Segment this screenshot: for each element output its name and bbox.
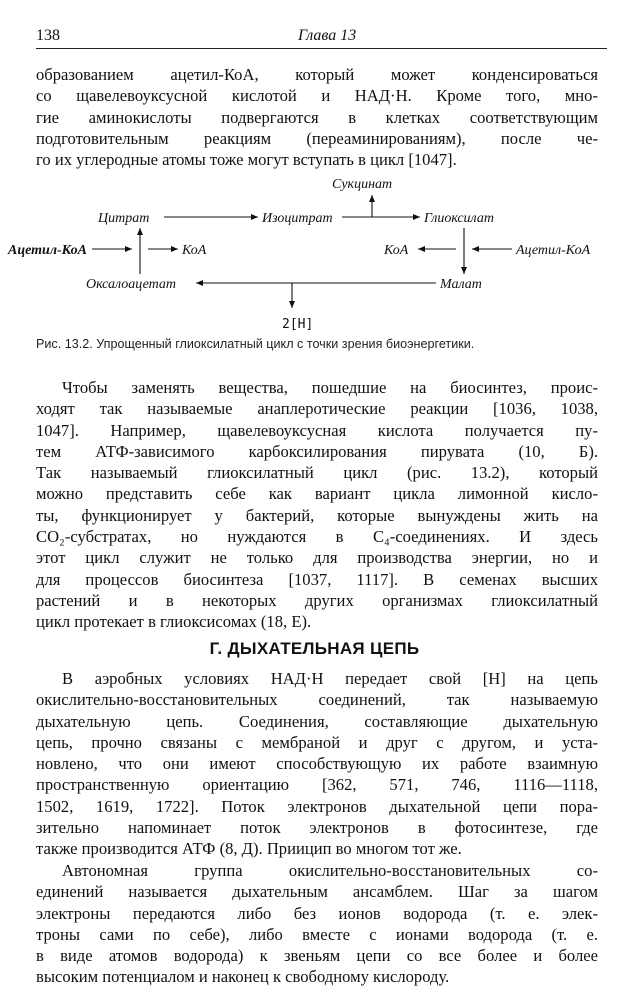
- text-line: со щавелевоуксусной кислотой и НАД·Н. Кроме того, мно-: [36, 86, 598, 106]
- label-acetyl-coa-right: Ацетил-КоА: [516, 243, 591, 258]
- text-line: единений называется дыхательным ансамблем. Шаг за шагом: [36, 882, 598, 902]
- label-2h: 2[H]: [282, 317, 314, 332]
- text-line: новлено, что они имеют способствующую их работе взаимную: [36, 754, 598, 774]
- text-line: цикл протекает в глиоксисомах (18, Е).: [36, 612, 312, 632]
- text-line: тем АТФ-зависимого карбоксилирования пирувата (10, Б).: [36, 441, 598, 461]
- paragraph-2: [36, 377, 598, 633]
- text-line: 1047]. Например, щавелевоуксусная кислота получается пу-: [36, 420, 598, 440]
- text-line: растений и в некоторых других организмах глиоксилатный: [36, 590, 598, 610]
- paragraph-1: [36, 64, 598, 170]
- glyoxylate-cycle-diagram: [0, 170, 629, 340]
- text-line: ходят так называемые анаплеротические реакции [1036, 1038,: [36, 399, 598, 419]
- paragraph-3: [36, 668, 598, 860]
- label-coa-left: КоА: [182, 243, 207, 258]
- text-line: Так называемый глиоксилатный цикл (рис. 13.2), который: [36, 463, 598, 483]
- text-line: этот цикл служит не только для производства энергии, но и: [36, 548, 598, 568]
- text-line: 1502, 1619, 1722]. Поток электронов дыхательной цепи пора-: [36, 796, 598, 816]
- figure-caption: Рис. 13.2. Упрощенный глиоксилатный цикл с точки зрения биоэнергетики.: [36, 337, 475, 351]
- diagram-svg: [0, 170, 629, 340]
- text-line: го их углеродные атомы тоже могут вступать в цикл [1047].: [36, 150, 457, 170]
- text-line: в виде атомов водорода) к звеньям цепи со все более и более: [36, 946, 598, 966]
- text-line: В аэробных условиях НАД·Н передает свой [Н] на цепь: [62, 669, 598, 688]
- text-line: образованием ацетил-КоА, который может конденсироваться: [36, 65, 598, 84]
- section-heading: Г. ДЫХАТЕЛЬНАЯ ЦЕПЬ: [209, 639, 420, 658]
- label-malate: Малат: [440, 277, 482, 292]
- label-glyoxylate: Глиоксилат: [424, 211, 494, 226]
- text-line: окислительно-восстановительных соединений, так называемую: [36, 690, 598, 710]
- label-oxaloacetate: Оксалоацетат: [86, 277, 177, 292]
- text-line: можно представить себе как вариант цикла лимонной кисло-: [36, 484, 598, 504]
- text-line: гие аминокислоты подвергаются в клетках соответствующим: [36, 107, 598, 127]
- text-line: высоким потенциалом и наконец к свободному кислороду.: [36, 967, 450, 987]
- label-isocitrate: Изоцитрат: [262, 211, 333, 226]
- text-line: Автономная группа окислительно-восстановительных со-: [62, 861, 598, 880]
- text-line: троны сами по себе), либо вместе с ионами водорода (т. е.: [36, 924, 598, 944]
- label-coa-right: КоА: [384, 243, 409, 258]
- chapter-title: Глава 13: [298, 27, 357, 44]
- text-line: электроны передаются либо без ионов водорода (т. е. элек-: [36, 903, 598, 923]
- text-line: для процессов биосинтеза [1037, 1117]. В семенах высших: [36, 569, 598, 589]
- page-number: 138: [36, 27, 60, 44]
- label-succinate: Сукцинат: [332, 177, 393, 192]
- text-line: цепь, прочно связаны с мембраной и друг с другом, и уста-: [36, 732, 598, 752]
- text-line: CO₂-субстратах, но нуждаются в C₄-соединениях. И здесь: [36, 527, 598, 547]
- text-line: подготовительным реакциям (переаминированиям), после че-: [36, 128, 598, 148]
- text-line: пространственную ориентацию [362, 571, 746, 1116—1118,: [36, 775, 598, 795]
- text-line: зительно напоминает поток электронов в фотосинтезе, где: [36, 818, 598, 838]
- running-head: [36, 26, 607, 49]
- label-citrate: Цитрат: [98, 211, 150, 226]
- text-line: также производится АТФ (8, Д). Приицип во многом тот же.: [36, 839, 462, 859]
- text-line: ты, функционирует у бактерий, которые вынуждены жить на: [36, 505, 598, 525]
- label-acetyl-coa-left: Ацетил-КоА: [8, 243, 87, 258]
- paragraph-4: [36, 860, 598, 988]
- text-line: дыхательную цепь. Соединения, составляющие дыхательную: [36, 711, 598, 731]
- text-line: Чтобы заменять вещества, пошедшие на биосинтез, проис-: [62, 378, 598, 397]
